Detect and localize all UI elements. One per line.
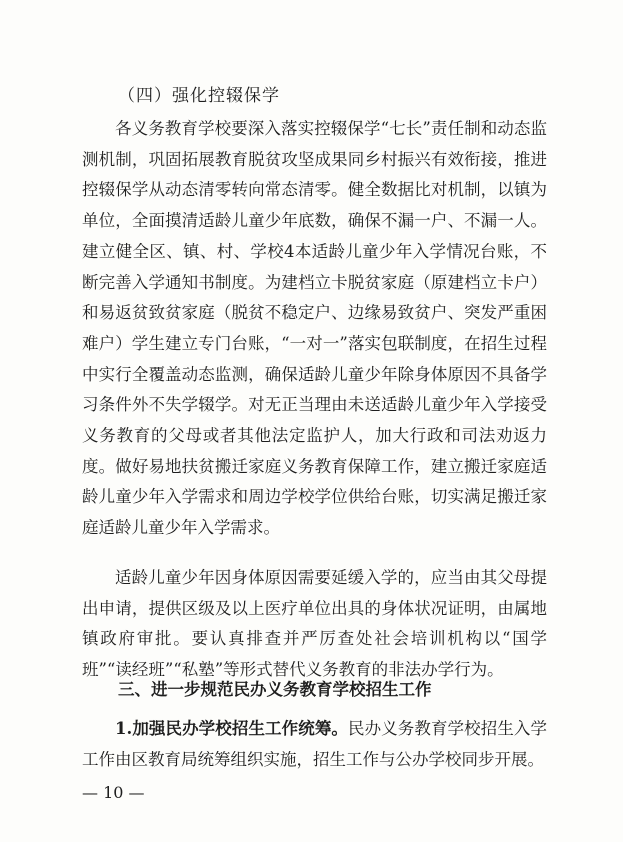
section-heading: （四）强化控辍保学 <box>118 86 280 106</box>
paragraph-lead-title: 1.加强民办学校招生工作统筹。 <box>115 719 348 738</box>
paragraph-control-dropout: 各义务教育学校要深入落实控辍保学“七长”责任制和动态监测机制，巩固拓展教育脱贫攻坚成果同乡村振兴有效衔接，推进控辍保学从动态清零转向常态清零。健全数据比对机制，以镇为单位，全面摸清适龄儿童少年底数，确保不漏一户、不漏一人。建立健全区、镇、村、学校4本适龄儿童少年入学情况台账，不断完善入学通知书制度。为建档立卡脱贫家庭（原建档立卡户）和易返贫致贫家庭（脱贫不稳定户、边缘易致贫户、突发严重困难户）学生建立专门台账，“一对一”落实包联制度，在招生过程中实行全覆盖动态监测，确保适龄儿童少年除身体原因不具备学习条件外不失学辍学。对无正当理由未送适龄儿童少年入学接受义务教育的父母或者其他法定监护人，加大行政和司法劝返力度。做好易地扶贫搬迁家庭义务教育保障工作，建立搬迁家庭适龄儿童少年入学需求和周边学校学位供给台账，切实满足搬迁家庭适龄儿童少年入学需求。 <box>82 119 547 538</box>
paragraph-private-school-coordination <box>82 714 547 775</box>
paragraph-delayed-enrollment: 适龄儿童少年因身体原因需要延缓入学的，应当由其父母提出申请，提供区级及以上医疗单位出具的身体状况证明，由属地镇政府审批。要认真排查并严厉查处社会培训机构以“国学班”“读经班”“私塾”等形式替代义务教育的非法办学行为。 <box>82 568 547 680</box>
chapter-heading-private-schools: 三、进一步规范民办义务教育学校招生工作 <box>118 680 432 699</box>
page-number: — 10 — <box>82 783 145 802</box>
paragraph-body: 民办义务教育学校招生入学工作由区教育局统筹组织实施，招生工作与公办学校同步开展。 <box>82 719 547 769</box>
